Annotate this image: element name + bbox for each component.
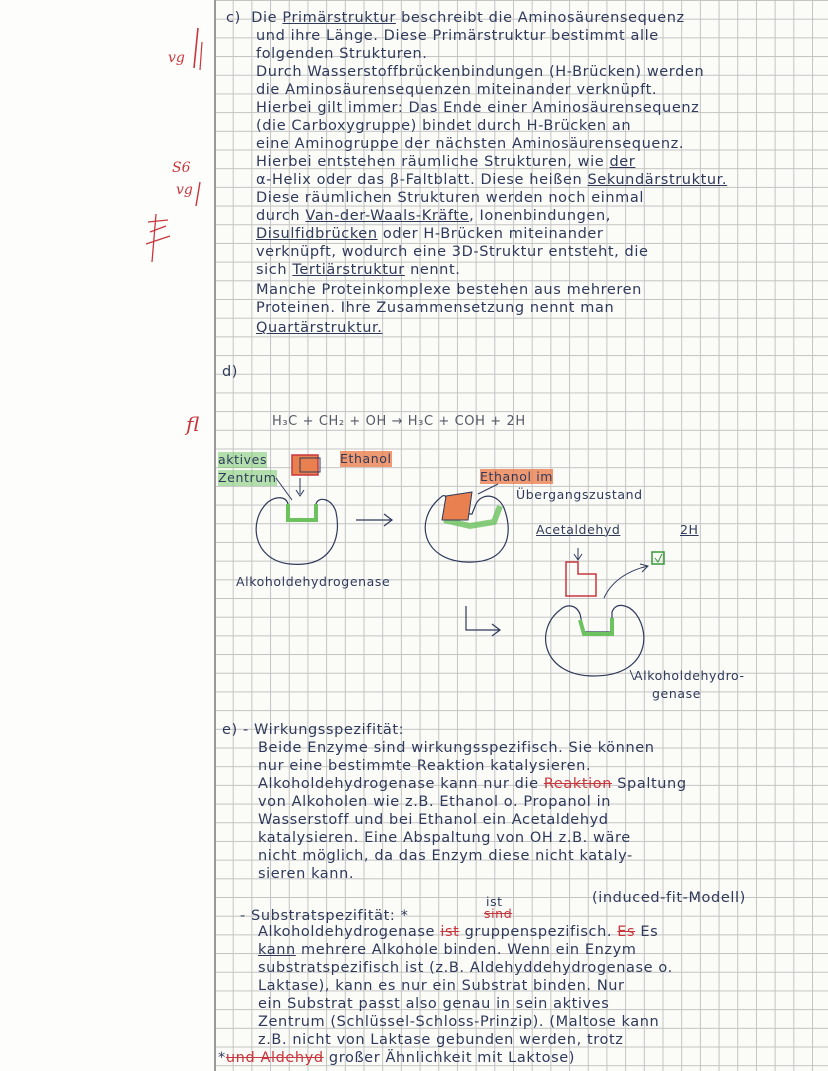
label-ethanol-transition: Ethanol im: [480, 469, 554, 484]
section-e-p2-l2a: kann: [258, 942, 296, 958]
term-tertiaerstruktur: Tertiärstruktur: [292, 262, 405, 278]
struck-ist: ist: [440, 924, 460, 940]
term-primaerstruktur: Primärstruktur: [282, 10, 396, 26]
section-e-label: e): [222, 722, 238, 738]
section-c-line9a: Hierbei entstehen räumliche Strukturen, wie: [256, 154, 605, 170]
section-e-p2-l1c: Es: [640, 924, 659, 940]
struck-sind: sind: [484, 906, 513, 921]
notebook-page: vg S6 vg fl c) Die Primärstruktur beschreibt die Aminosäurensequenz und ihre Länge. Diese Primärstruktur bestimmt alle folgenden Strukturen. Durch Wasserstoffbrückenbindungen (H-Brücken) werden die Aminosäurensequenzen miteinander verknüpft. Hierbei gilt immer: Das Ende einer Aminosäurensequenz (die Carboxygruppe) bindet durch H-Brücken an eine Aminogruppe der nächsten Aminosäurensequenz. Hierbei entstehen räumliche Strukturen, wie der α-Helix oder das β-Faltblatt. Diese heißen Sekundärstruktur. Diese räumlichen Strukturen werden noch einmal durch Van-der-Waals-Kräfte, Ionenbindungen, Disulfidbrücken oder H-Brücken miteinander verknüpft, wodurch eine 3D-Struktur entsteht, die sich Tertiärstruktur nennt. Manche Proteinkomplexe bestehen aus mehreren Proteinen. Ihre Zusammensetzung nennt man Quartärstruktur. d) H₃C + CH₂ + OH → H₃C + COH + 2H aktives Zentrum Ethanol Ethanol im Übergangszustand Acetaldehyd 2H Alkoholdehydrogenase Alkoholdehydro- genase e) - Wirkungsspezifität: Beide Enzyme sind wirkungsspezifisch. Sie können nur eine bestimmte Reaktion katalysieren. Alkoholdehydrogenase kann nur die Reaktion Spaltung von Alkoholen wie z.B. Ethanol o. Propanol in Wasserstoff und bei Ethanol ein Acetaldehyd katalysieren. Eine Abspaltung von OH z.B. wäre nicht möglich, da das Enzym diese nicht kataly- sieren kann. ist sind (induced-fit-Modell) - Substratspezifität: * Alkoholdehydrogenase ist gruppenspezifisch. Es Es kann mehrere Alkohole binden. Wenn ein Enzym substratspezifisch ist (z.B. Aldehyddehydrogenase o. Laktase), kann es nur ein Substrat binden. Nur ein Substrat passt also genau in sein aktives Zentrum (Schlüssel-Schloss-Prinzip). (Maltose kann z.B. nicht von Laktase gebunden werden, trotz *und Aldehyd großer Ähnlichkeit mit Laktose): [0, 0, 828, 1071]
section-c-line12a: durch: [256, 208, 301, 224]
section-e-p1-l6: katalysieren. Eine Abspaltung von OH z.B. wäre: [258, 830, 631, 846]
ethanol-transition-square: [442, 492, 472, 520]
label-acetaldehyde: Acetaldehyd: [536, 522, 621, 537]
label-2h: 2H: [680, 522, 699, 537]
label-enzyme-2b: genase: [652, 686, 702, 701]
section-e-p2-l7: z.B. nicht von Laktase gebunden werden, trotz: [258, 1032, 624, 1048]
section-e-p2-l8b: großer Ähnlichkeit mit Laktose): [328, 1050, 576, 1066]
margin-mark-vg: vg: [168, 50, 185, 66]
insert-ist: ist: [486, 894, 503, 909]
label-enzyme-2a: Alkoholdehydro-: [634, 668, 745, 683]
section-e-p1-l3b: Spaltung: [617, 776, 687, 792]
section-e-p2-l2b: mehrere Alkohole binden. Wenn ein Enzym: [301, 942, 637, 958]
section-c-line13b: oder: [382, 226, 419, 242]
struck-reaktion: Reaktion: [543, 776, 613, 792]
section-c-line6: Hierbei gilt immer: Das Ende einer Aminosäurensequenz: [256, 100, 700, 116]
section-c-line11: Diese räumlichen Strukturen werden noch einmal: [256, 190, 644, 206]
section-c-line10a: α-Helix oder das β-Faltblatt. Diese heißen: [256, 172, 583, 188]
acetaldehyde-shape: [566, 562, 596, 596]
margin-mark-fl: fl: [186, 412, 200, 436]
section-c-line1-rest: beschreibt die Aminosäurensequenz: [401, 10, 685, 26]
term-van-der-waals: Van-der-Waals-Kräfte: [305, 208, 470, 224]
section-e-p1-l5: Wasserstoff und bei Ethanol ein Acetaldehyd: [258, 812, 609, 828]
reaction-equation: H₃C + CH₂ + OH → H₃C + COH + 2H: [272, 414, 526, 429]
section-e-p1-l1: Beide Enzyme sind wirkungsspezifisch. Sie können: [258, 740, 655, 756]
margin-mark-vg-2: vg: [176, 182, 193, 198]
section-d-label: d): [222, 364, 239, 380]
term-sekundaerstruktur: Sekundärstruktur.: [587, 172, 728, 188]
margin-mark-s6: S6: [172, 160, 191, 176]
footnote-star: *: [218, 1050, 226, 1066]
heading-wirkungsspezifitaet: Wirkungsspezifität:: [254, 722, 405, 738]
section-c-line1-prefix: Die: [251, 10, 278, 26]
section-c-line15a: sich: [256, 262, 288, 278]
label-ethanol: Ethanol: [340, 451, 392, 466]
section-e-p1-l4: von Alkoholen wie z.B. Ethanol o. Propanol in: [258, 794, 612, 810]
section-c-line16: Manche Proteinkomplexe bestehen aus mehreren: [256, 282, 642, 298]
section-e-p2-l4: Laktase), kann es nur ein Substrat binden. Nur: [258, 978, 625, 994]
arrow-2: [466, 606, 500, 636]
section-e-p2-l1a: Alkoholdehydrogenase: [258, 924, 436, 940]
section-c-line4: Durch Wasserstoffbrückenbindungen (H-Brücken) werden: [256, 64, 705, 80]
insert-star: *: [400, 908, 409, 924]
section-c-line9b: der: [609, 154, 636, 170]
enzyme-3: [546, 605, 644, 676]
label-enzyme: Alkoholdehydrogenase: [236, 574, 391, 589]
section-e-p2-l6: Zentrum (Schlüssel-Schloss-Prinzip). (Maltose kann: [258, 1014, 660, 1030]
section-c-line14: verknüpft, wodurch eine 3D-Struktur entsteht, die: [256, 244, 649, 260]
heading-substratspezifitaet: Substratspezifität:: [251, 908, 396, 924]
model-note: (induced-fit-Modell): [592, 890, 746, 906]
section-e-p1-l3a: Alkoholdehydrogenase kann nur die: [258, 776, 539, 792]
section-e-p1-l8: sieren kann.: [258, 866, 355, 882]
label-active-site-1: aktives: [218, 452, 268, 467]
term-quartaerstruktur: Quartärstruktur.: [256, 320, 383, 336]
section-c-line17: Proteinen. Ihre Zusammensetzung nennt man: [256, 300, 615, 316]
section-e-p2-l1b: gruppenspezifisch.: [464, 924, 613, 940]
section-c-line5: die Aminosäurensequenzen miteinander verknüpft.: [256, 82, 658, 98]
section-c-line13c: H-Brücken miteinander: [423, 226, 604, 242]
section-c-line2: und ihre Länge. Diese Primärstruktur bestimmt alle: [256, 28, 659, 44]
section-c-line15c: nennt.: [410, 262, 461, 278]
label-transition-state: Übergangszustand: [516, 487, 643, 502]
section-c-line7: (die Carboxygruppe) bindet durch H-Brücken an: [256, 118, 632, 134]
term-disulfidbruecken: Disulfidbrücken: [256, 226, 378, 242]
arrow-1: [356, 514, 392, 526]
enzyme-1: [256, 498, 337, 565]
section-e-p2-l3: substratspezifisch ist (z.B. Aldehyddehydrogenase o.: [258, 960, 673, 976]
label-active-site-2: Zentrum: [218, 470, 277, 485]
section-e-p2-l5: ein Substrat passt also genau in sein aktives: [258, 996, 610, 1012]
struck-es: Es: [617, 924, 636, 940]
struck-und-aldehyd: und Aldehyd: [225, 1050, 324, 1066]
section-c-label: c): [226, 10, 241, 26]
section-c-line12c: , Ionenbindungen,: [469, 208, 611, 224]
section-c-line8: eine Aminogruppe der nächsten Aminosäurensequenz.: [256, 136, 685, 152]
section-e-p1-l7: nicht möglich, da das Enzym diese nicht kataly-: [258, 848, 633, 864]
section-c-line3: folgenden Strukturen.: [256, 46, 428, 62]
section-e-p1-l2: nur eine bestimmte Reaktion katalysieren.: [258, 758, 592, 774]
